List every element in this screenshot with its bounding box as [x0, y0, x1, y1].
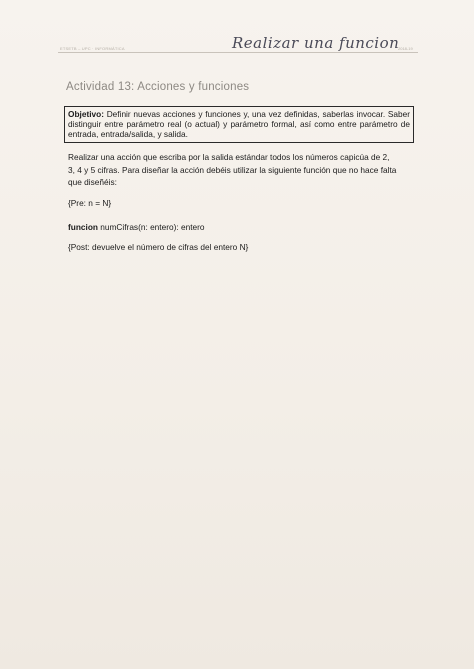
- activity-title: Actividad 13: Acciones y funciones: [66, 81, 250, 93]
- function-declaration: [68, 221, 398, 234]
- objective-box: [64, 106, 414, 143]
- postcondition: {Post: devuelve el número de cifras del entero N}: [68, 242, 249, 252]
- header-right-text: 2018-19: [398, 46, 413, 51]
- statement-paragraph: Realizar una acción que escriba por la salida estándar todos los números capicúa de 2, 3, 4 y 5 cifras. Para diseñar la acción debéis utilizar la siguiente función que no hace falta que diseñéis:: [68, 152, 397, 188]
- header-left-text: ETSETB – UPC · INFORMÀTICA: [60, 46, 125, 51]
- handwritten-note: Realizar una funcion: [232, 34, 400, 52]
- header-rule: [58, 52, 418, 53]
- objective-label: Objetivo:: [68, 109, 104, 119]
- objective-text: Definir nuevas acciones y funciones y, una vez definidas, saberlas invocar. Saber distinguir entre parámetro real (o actual) y parámetro formal, así como entre parámetro de entrada, entrada/salida, y salida.: [68, 109, 410, 140]
- function-signature: numCifras(n: entero): entero: [97, 222, 205, 232]
- function-keyword: funcion: [68, 222, 98, 232]
- precondition: {Pre: n = N}: [68, 198, 112, 208]
